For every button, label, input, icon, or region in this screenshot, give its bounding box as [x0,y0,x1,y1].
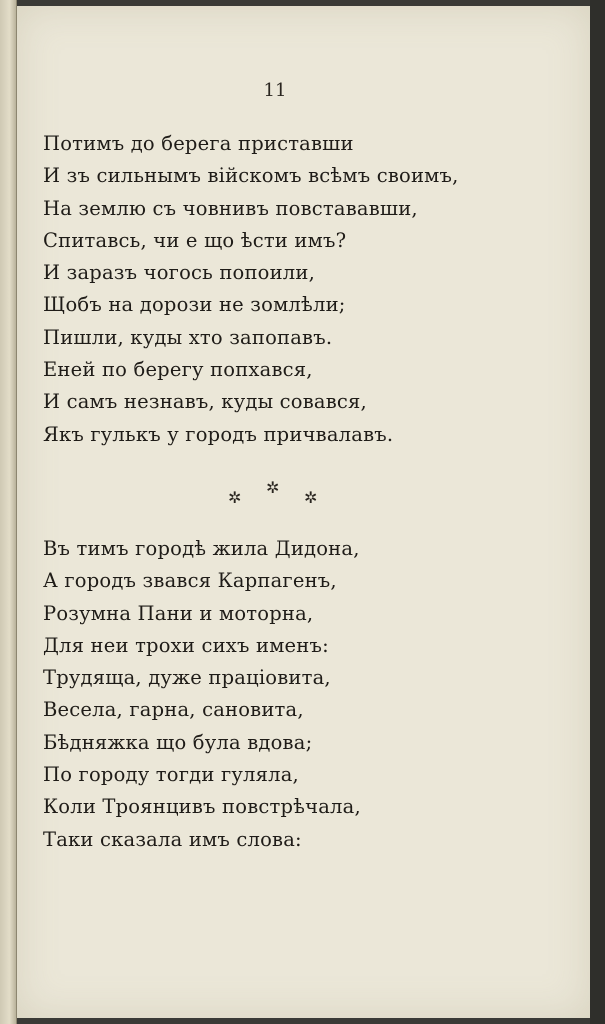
section-divider [220,480,330,510]
verse-line: Для неи трохи сихъ именъ: [43,633,329,657]
verse-line: Трудяща, дуже праціовита, [43,666,331,690]
verse-line: Спитавсь, чи е що ѣсти имъ? [43,228,347,252]
verse-line: И зъ сильнымъ війскомъ всѣмъ своимъ, [43,164,459,188]
verse-line: Потимъ до берега приставши [43,132,354,155]
adjacent-page-edge [0,0,17,1024]
verse-line: Весела, гарна, сановита, [43,698,304,722]
verse-line: Бѣдняжка що була вдова; [43,730,313,754]
asterism-star-icon: ✲ [304,488,318,507]
verse-line: Щобъ на дорози не зомлѣли; [43,293,346,317]
verse-line: Коли Троянцивъ повстрѣчала, [43,795,361,819]
stanza-2 [43,533,361,856]
page-number: 11 [263,80,287,101]
verse-line: По городу тогди гуляла, [43,763,299,787]
verse-line: Якъ гулькъ у городъ причвалавъ. [43,422,394,446]
verse-line: Пишли, куды хто запопавъ. [43,325,333,349]
scan-background [590,0,605,1024]
stanza-1 [43,128,459,451]
verse-line: Таки сказала имъ слова: [43,827,302,851]
verse-line: И заразъ чогось попоили, [43,261,315,285]
verse-line: А городъ звався Карпагенъ, [43,569,337,593]
verse-line: Въ тимъ городѣ жила Дидона, [43,537,360,560]
verse-line: Розумна Пани и моторна, [43,601,314,625]
asterism-star-icon: ✲ [266,478,280,497]
verse-line: На землю съ човнивъ повстававши, [43,196,418,220]
asterism-star-icon: ✲ [228,488,242,507]
verse-line: И самъ незнавъ, куды совався, [43,390,367,414]
verse-line: Еней по берегу попхався, [43,358,313,382]
